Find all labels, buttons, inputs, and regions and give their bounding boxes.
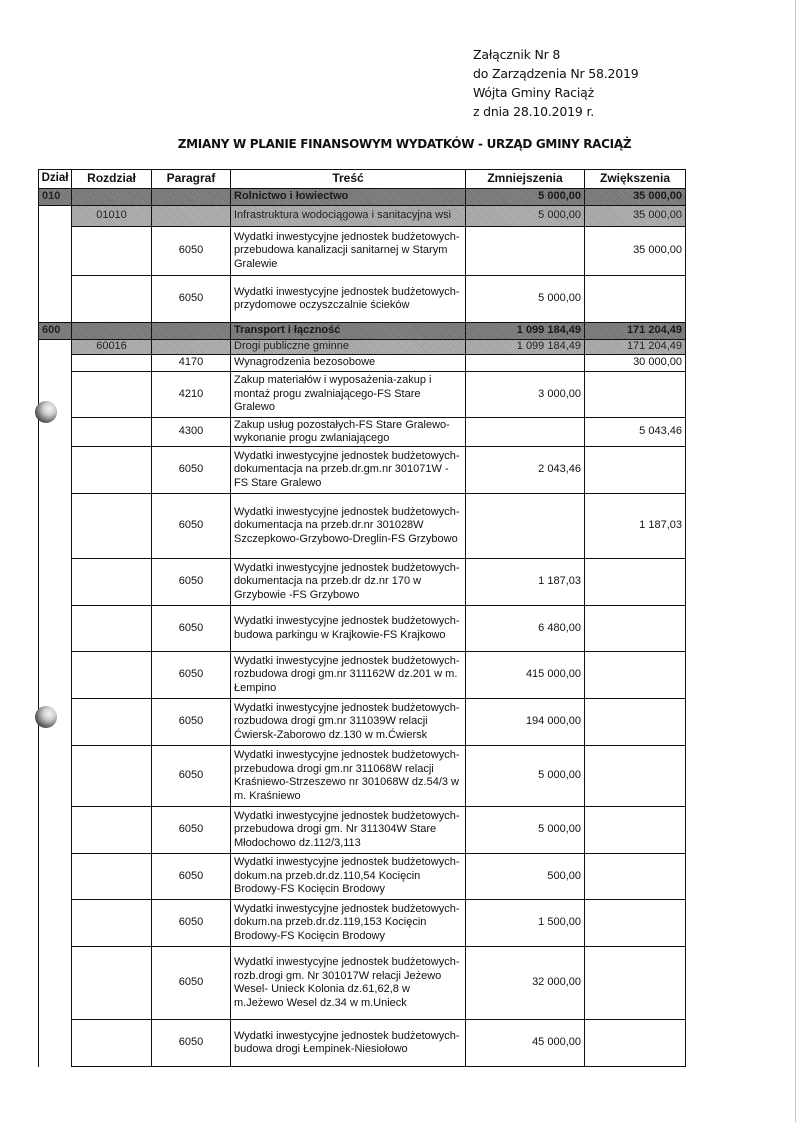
cell-zmniejszenia: 500,00 xyxy=(466,854,585,900)
cell-paragraf: 6050 xyxy=(152,559,231,606)
cell-paragraf: 6050 xyxy=(152,494,231,559)
cell-paragraf: 4170 xyxy=(152,355,231,372)
cell-zwiekszenia xyxy=(585,652,686,699)
table-row xyxy=(39,606,686,652)
cell-rozdzial xyxy=(72,189,152,206)
cell-tresc: Wydatki inwestycyjne jednostek budżetowych-rozb.drogi gm. Nr 301017W relacji Jeżewo Wesel- Unieck Kolonia dz.61,62,8 w m.Jeżewo Wesel dz.34 w m.Unieck xyxy=(231,947,466,1020)
cell-paragraf: 6050 xyxy=(152,606,231,652)
cell-tresc: Wydatki inwestycyjne jednostek budżetowych-dokumentacja na przeb.dr.nr 301028W Szczepkowo-Grzybowo-Dreglin-FS Grzybowo xyxy=(231,494,466,559)
cell-zmniejszenia: 3 000,00 xyxy=(466,372,585,418)
cell-zmniejszenia: 1 099 184,49 xyxy=(466,323,585,340)
table-row xyxy=(39,947,686,1020)
table-row xyxy=(39,854,686,900)
cell-paragraf: 6050 xyxy=(152,900,231,947)
cell-dzial xyxy=(39,652,72,699)
table-row xyxy=(39,746,686,807)
cell-zmniejszenia: 32 000,00 xyxy=(466,947,585,1020)
cell-dzial xyxy=(39,746,72,807)
financial-changes-table xyxy=(38,169,686,1067)
attachment-line: z dnia 28.10.2019 r. xyxy=(473,104,595,119)
cell-paragraf: 6050 xyxy=(152,276,231,323)
cell-tresc: Wydatki inwestycyjne jednostek budżetowych-budowa drogi Łempinek-Niesiołowo xyxy=(231,1020,466,1067)
cell-zmniejszenia: 415 000,00 xyxy=(466,652,585,699)
cell-dzial xyxy=(39,340,72,355)
cell-dzial xyxy=(39,447,72,494)
table-row xyxy=(39,559,686,606)
cell-zwiekszenia: 1 187,03 xyxy=(585,494,686,559)
cell-zmniejszenia: 1 099 184,49 xyxy=(466,340,585,355)
cell-tresc: Wydatki inwestycyjne jednostek budżetowych-przebudowa drogi gm. Nr 311304W Stare Młodochowo dz.112/3,113 xyxy=(231,807,466,854)
cell-dzial xyxy=(39,900,72,947)
cell-zmniejszenia: 5 000,00 xyxy=(466,746,585,807)
table-row xyxy=(39,699,686,746)
table-row xyxy=(39,1020,686,1067)
table-row xyxy=(39,227,686,276)
cell-dzial xyxy=(39,276,72,323)
cell-tresc: Rolnictwo i łowiectwo xyxy=(231,189,466,206)
cell-tresc: Drogi publiczne gminne xyxy=(231,340,466,355)
cell-tresc: Wydatki inwestycyjne jednostek budżetowych-przebudowa drogi gm.nr 311068W relacji Kraśniewo-Strzeszewo nr 301068W dz.54/3 w m. Kraśniewo xyxy=(231,746,466,807)
cell-dzial xyxy=(39,206,72,227)
table-row xyxy=(39,447,686,494)
cell-paragraf: 6050 xyxy=(152,227,231,276)
rozdzial-row xyxy=(39,206,686,227)
cell-paragraf xyxy=(152,189,231,206)
cell-paragraf: 6050 xyxy=(152,854,231,900)
attachment-line: Załącznik Nr 8 xyxy=(473,47,561,62)
cell-rozdzial xyxy=(72,559,152,606)
cell-paragraf xyxy=(152,323,231,340)
attachment-header xyxy=(473,45,639,121)
cell-zwiekszenia xyxy=(585,854,686,900)
cell-tresc: Wydatki inwestycyjne jednostek budżetowych-przydomowe oczyszczalnie ścieków xyxy=(231,276,466,323)
cell-rozdzial xyxy=(72,276,152,323)
table-row xyxy=(39,494,686,559)
scan-edge-line xyxy=(795,0,796,1122)
cell-tresc: Infrastruktura wodociągowa i sanitacyjna wsi xyxy=(231,206,466,227)
cell-rozdzial xyxy=(72,699,152,746)
cell-dzial xyxy=(39,854,72,900)
document-title: ZMIANY W PLANIE FINANSOWYM WYDATKÓW - URZĄD GMINY RACIĄŻ xyxy=(177,137,632,151)
cell-zwiekszenia xyxy=(585,372,686,418)
table-row xyxy=(39,807,686,854)
cell-dzial xyxy=(39,559,72,606)
cell-rozdzial xyxy=(72,854,152,900)
cell-paragraf: 6050 xyxy=(152,807,231,854)
cell-paragraf: 6050 xyxy=(152,447,231,494)
cell-zmniejszenia xyxy=(466,494,585,559)
attachment-line: do Zarządzenia Nr 58.2019 xyxy=(473,66,639,81)
cell-rozdzial xyxy=(72,323,152,340)
table-row xyxy=(39,418,686,447)
cell-zwiekszenia xyxy=(585,447,686,494)
cell-paragraf: 6050 xyxy=(152,1020,231,1067)
cell-rozdzial: 60016 xyxy=(72,340,152,355)
binder-hole-mark xyxy=(35,401,57,423)
column-header-rozdzial: Rozdział xyxy=(72,170,152,189)
cell-dzial: 010 xyxy=(39,189,72,206)
binder-hole-mark xyxy=(35,706,57,728)
cell-dzial xyxy=(39,355,72,372)
cell-zmniejszenia: 6 480,00 xyxy=(466,606,585,652)
rozdzial-row xyxy=(39,340,686,355)
cell-zmniejszenia: 5 000,00 xyxy=(466,276,585,323)
cell-zmniejszenia: 5 000,00 xyxy=(466,189,585,206)
cell-zwiekszenia xyxy=(585,900,686,947)
cell-zwiekszenia: 5 043,46 xyxy=(585,418,686,447)
cell-zmniejszenia: 2 043,46 xyxy=(466,447,585,494)
cell-zwiekszenia: 171 204,49 xyxy=(585,340,686,355)
cell-zmniejszenia: 194 000,00 xyxy=(466,699,585,746)
cell-zwiekszenia xyxy=(585,276,686,323)
cell-tresc: Wydatki inwestycyjne jednostek budżetowych-rozbudowa drogi gm.nr 311162W dz.201 w m. Łempino xyxy=(231,652,466,699)
cell-dzial: 600 xyxy=(39,323,72,340)
cell-paragraf: 6050 xyxy=(152,699,231,746)
dzial-row xyxy=(39,323,686,340)
cell-tresc: Zakup usług pozostałych-FS Stare Gralewo-wykonanie progu zwlaniającego xyxy=(231,418,466,447)
cell-tresc: Wydatki inwestycyjne jednostek budżetowych-dokumentacja na przeb.dr dz.nr 170 w Grzybowie -FS Grzybowo xyxy=(231,559,466,606)
cell-zwiekszenia xyxy=(585,1020,686,1067)
cell-zwiekszenia: 30 000,00 xyxy=(585,355,686,372)
cell-paragraf: 6050 xyxy=(152,746,231,807)
cell-tresc: Wydatki inwestycyjne jednostek budżetowych-dokum.na przeb.dr.dz.119,153 Kocięcin Brodowy-FS Kocięcin Brodowy xyxy=(231,900,466,947)
column-header-paragraf: Paragraf xyxy=(152,170,231,189)
column-header-zmniejszenia: Zmniejszenia xyxy=(466,170,585,189)
cell-zwiekszenia xyxy=(585,606,686,652)
table-row xyxy=(39,652,686,699)
cell-tresc: Wydatki inwestycyjne jednostek budżetowych-przebudowa kanalizacji sanitarnej w Starym Gralewie xyxy=(231,227,466,276)
column-header-dzial: Dział xyxy=(39,170,72,189)
cell-rozdzial: 01010 xyxy=(72,206,152,227)
cell-zmniejszenia xyxy=(466,418,585,447)
cell-zwiekszenia xyxy=(585,947,686,1020)
cell-dzial xyxy=(39,494,72,559)
cell-tresc: Wynagrodzenia bezosobowe xyxy=(231,355,466,372)
cell-tresc: Wydatki inwestycyjne jednostek budżetowych-rozbudowa drogi gm.nr 311039W relacji Ćwiersk-Zaborowo dz.130 w m.Ćwiersk xyxy=(231,699,466,746)
cell-zmniejszenia: 1 500,00 xyxy=(466,900,585,947)
cell-rozdzial xyxy=(72,355,152,372)
cell-zmniejszenia: 45 000,00 xyxy=(466,1020,585,1067)
cell-rozdzial xyxy=(72,746,152,807)
cell-rozdzial xyxy=(72,947,152,1020)
cell-zmniejszenia xyxy=(466,227,585,276)
column-header-tresc: Treść xyxy=(231,170,466,189)
cell-rozdzial xyxy=(72,227,152,276)
table-row xyxy=(39,372,686,418)
cell-paragraf: 6050 xyxy=(152,947,231,1020)
cell-paragraf: 4300 xyxy=(152,418,231,447)
cell-rozdzial xyxy=(72,807,152,854)
dzial-row xyxy=(39,189,686,206)
cell-zmniejszenia xyxy=(466,355,585,372)
cell-tresc: Transport i łączność xyxy=(231,323,466,340)
cell-zwiekszenia xyxy=(585,699,686,746)
cell-rozdzial xyxy=(72,606,152,652)
cell-rozdzial xyxy=(72,372,152,418)
cell-paragraf: 6050 xyxy=(152,652,231,699)
cell-zwiekszenia: 171 204,49 xyxy=(585,323,686,340)
column-header-zwiekszenia: Zwiększenia xyxy=(585,170,686,189)
cell-zmniejszenia: 5 000,00 xyxy=(466,206,585,227)
cell-zwiekszenia: 35 000,00 xyxy=(585,227,686,276)
table-row xyxy=(39,355,686,372)
cell-zwiekszenia: 35 000,00 xyxy=(585,206,686,227)
cell-zmniejszenia: 5 000,00 xyxy=(466,807,585,854)
cell-rozdzial xyxy=(72,494,152,559)
cell-tresc: Wydatki inwestycyjne jednostek budżetowych-dokumentacja na przeb.dr.gm.nr 301071W -FS Stare Gralewo xyxy=(231,447,466,494)
cell-dzial xyxy=(39,227,72,276)
cell-zwiekszenia xyxy=(585,559,686,606)
table-row xyxy=(39,900,686,947)
cell-rozdzial xyxy=(72,447,152,494)
cell-rozdzial xyxy=(72,652,152,699)
cell-zmniejszenia: 1 187,03 xyxy=(466,559,585,606)
cell-paragraf: 4210 xyxy=(152,372,231,418)
cell-zwiekszenia xyxy=(585,746,686,807)
table-row xyxy=(39,276,686,323)
table-header-row xyxy=(39,170,686,189)
cell-dzial xyxy=(39,1020,72,1067)
cell-dzial xyxy=(39,947,72,1020)
cell-zwiekszenia: 35 000,00 xyxy=(585,189,686,206)
cell-paragraf xyxy=(152,206,231,227)
cell-rozdzial xyxy=(72,900,152,947)
table-body xyxy=(39,189,686,1067)
attachment-line: Wójta Gminy Raciąż xyxy=(473,85,594,100)
cell-rozdzial xyxy=(72,1020,152,1067)
cell-tresc: Wydatki inwestycyjne jednostek budżetowych-dokum.na przeb.dr.dz.110,54 Kocięcin Brodowy-FS Kocięcin Brodowy xyxy=(231,854,466,900)
cell-tresc: Zakup materiałów i wyposażenia-zakup i montaż progu zwalniającego-FS Stare Gralewo xyxy=(231,372,466,418)
cell-zwiekszenia xyxy=(585,807,686,854)
cell-paragraf xyxy=(152,340,231,355)
cell-rozdzial xyxy=(72,418,152,447)
cell-dzial xyxy=(39,606,72,652)
cell-tresc: Wydatki inwestycyjne jednostek budżetowych-budowa parkingu w Krajkowie-FS Krajkowo xyxy=(231,606,466,652)
cell-dzial xyxy=(39,807,72,854)
